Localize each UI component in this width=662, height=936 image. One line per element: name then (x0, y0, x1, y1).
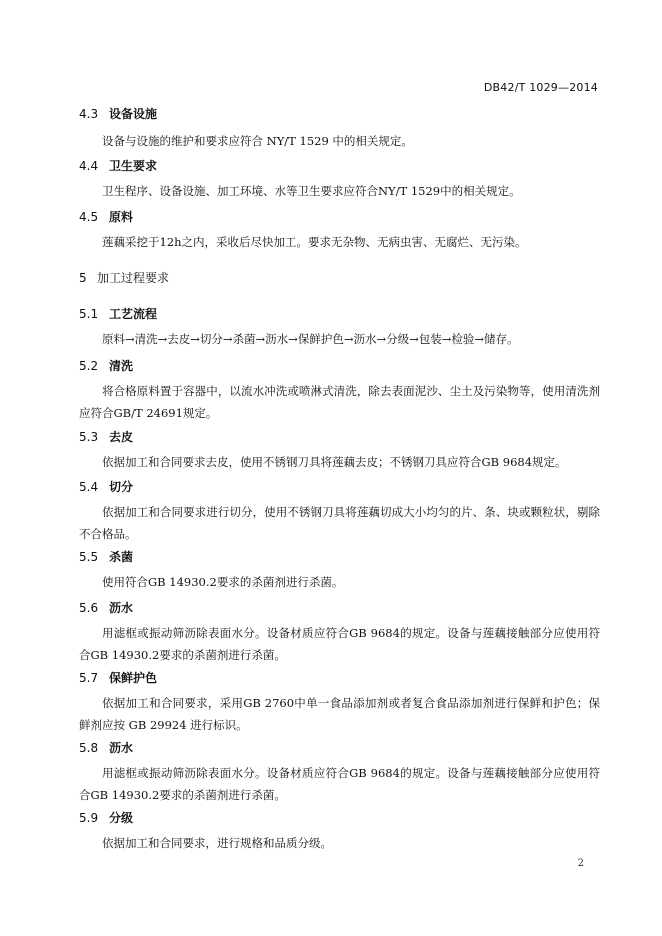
section-number: 5.8 (79, 741, 99, 755)
section-title: 切分 (109, 480, 134, 494)
section-number: 5.2 (79, 359, 99, 373)
section-heading-4-3 (79, 106, 599, 122)
section-body-5-5: 使用符合GB 14930.2要求的杀菌剂进行杀菌。 (102, 575, 344, 589)
section-title: 保鲜护色 (109, 671, 158, 685)
chapter-heading-5 (79, 270, 599, 286)
section-body-5-9: 依据加工和合同要求，进行规格和品质分级。 (102, 836, 332, 850)
section-title: 分级 (109, 811, 134, 825)
section-title: 工艺流程 (109, 307, 158, 321)
chapter-title: 加工过程要求 (97, 271, 170, 285)
page-number: 2 (577, 858, 584, 869)
section-body-5-1: 原料→清洗→去皮→切分→杀菌→沥水→保鲜护色→沥水→分级→包装→检验→储存。 (102, 332, 519, 346)
section-number: 5.4 (79, 480, 99, 494)
section-number: 5.3 (79, 430, 99, 444)
section-number: 5.1 (79, 307, 99, 321)
section-heading-5-4 (79, 479, 599, 495)
section-number: 4.4 (79, 159, 99, 173)
section-title: 去皮 (109, 430, 134, 444)
section-heading-5-9 (79, 810, 599, 826)
section-heading-5-1 (79, 306, 599, 322)
section-heading-5-8 (79, 740, 599, 756)
document-code: DB42/T 1029—2014 (483, 81, 598, 94)
section-number: 4.3 (79, 107, 99, 121)
section-body-5-2: 将合格原料置于容器中，以流水冲洗或喷淋式清洗，除去表面泥沙、尘土及污染物等，使用清洗剂应符合GB/T 24691规定。 (79, 384, 600, 420)
section-body-5-3: 依据加工和合同要求去皮，使用不锈钢刀具将莲藕去皮；不锈钢刀具应符合GB 9684规定。 (102, 455, 567, 469)
section-heading-4-5 (79, 209, 599, 225)
section-number: 5.5 (79, 550, 99, 564)
section-heading-5-7 (79, 670, 599, 686)
section-body-5-4: 依据加工和合同要求进行切分，使用不锈钢刀具将莲藕切成大小均匀的片、条、块或颗粒状，剔除不合格品。 (79, 505, 600, 541)
section-number: 4.5 (79, 210, 99, 224)
section-body-5-7: 依据加工和合同要求，采用GB 2760中单一食品添加剂或者复合食品添加剂进行保鲜和护色；保鲜剂应按 GB 29924 进行标识。 (79, 696, 600, 732)
section-heading-4-4 (79, 158, 599, 174)
section-body-4-4: 卫生程序、设备设施、加工环境、水等卫生要求应符合NY/T 1529中的相关规定。 (102, 184, 521, 198)
chapter-number: 5 (79, 271, 87, 285)
section-title: 原料 (109, 210, 134, 224)
section-heading-5-2 (79, 358, 599, 374)
section-heading-5-3 (79, 429, 599, 445)
section-heading-5-5 (79, 549, 599, 565)
section-title: 沥水 (109, 601, 134, 615)
section-title: 卫生要求 (109, 159, 158, 173)
section-body-5-8: 用滤框或振动筛沥除表面水分。设备材质应符合GB 9684的规定。设备与莲藕接触部分应使用符合GB 14930.2要求的杀菌剂进行杀菌。 (79, 766, 600, 802)
section-body-4-3: 设备与设施的维护和要求应符合 NY/T 1529 中的相关规定。 (102, 134, 413, 148)
section-title: 沥水 (109, 741, 134, 755)
section-title: 杀菌 (109, 550, 134, 564)
section-number: 5.7 (79, 671, 99, 685)
section-title: 设备设施 (109, 107, 158, 121)
section-body-4-5: 莲藕采挖于12h之内，采收后尽快加工。要求无杂物、无病虫害、无腐烂、无污染。 (102, 235, 527, 249)
section-heading-5-6 (79, 600, 599, 616)
section-title: 清洗 (109, 359, 134, 373)
section-number: 5.6 (79, 601, 99, 615)
section-number: 5.9 (79, 811, 99, 825)
section-body-5-6: 用滤框或振动筛沥除表面水分。设备材质应符合GB 9684的规定。设备与莲藕接触部分应使用符合GB 14930.2要求的杀菌剂进行杀菌。 (79, 626, 600, 662)
